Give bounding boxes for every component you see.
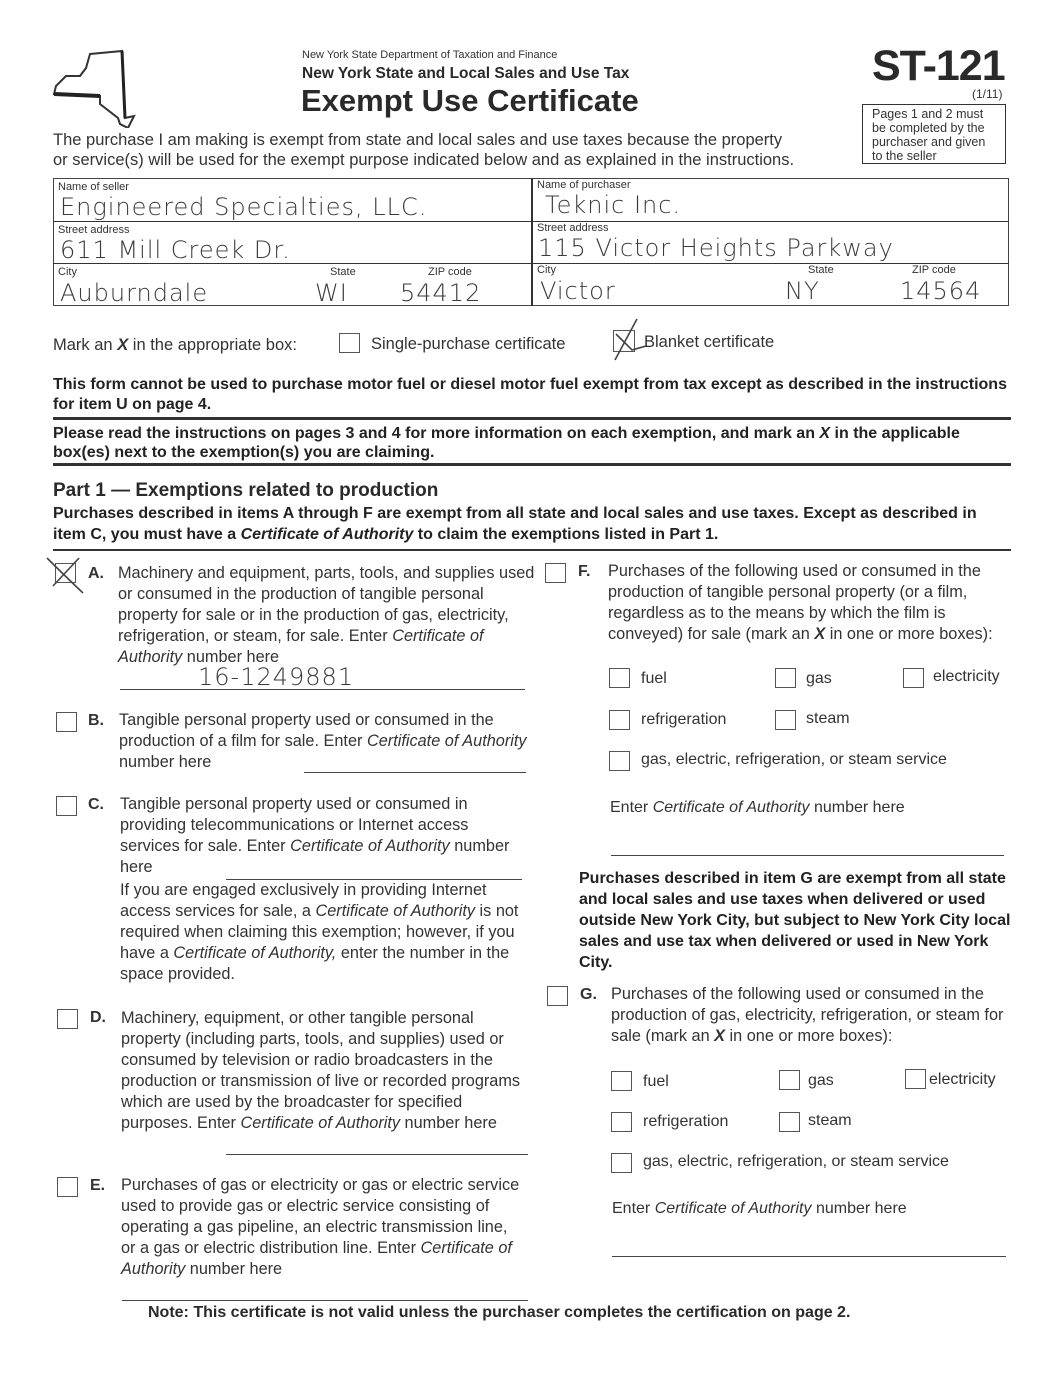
purchaser-name-field[interactable]: Teknic Inc. bbox=[545, 191, 682, 219]
item-g-fuel-label: fuel bbox=[643, 1073, 669, 1090]
item-f-refrigeration-checkbox[interactable] bbox=[609, 710, 630, 730]
motor-fuel-warning: This form cannot be used to purchase motor fuel or diesel motor fuel exempt from tax except as described in the instructions for item U on page 4. bbox=[53, 376, 1007, 413]
item-g-refrigeration-label: refrigeration bbox=[643, 1113, 729, 1130]
item-g-refrigeration-checkbox[interactable] bbox=[611, 1112, 632, 1132]
item-f-gas-label: gas bbox=[806, 670, 832, 687]
item-f-refrigeration-label: refrigeration bbox=[641, 711, 727, 728]
item-g-checkbox[interactable] bbox=[547, 986, 568, 1006]
item-f-electricity-label: electricity bbox=[933, 668, 1000, 685]
item-b-letter: B. bbox=[88, 712, 104, 729]
item-f-coa-prompt: Enter Certificate of Authority number here bbox=[610, 799, 905, 816]
item-e-letter: E. bbox=[90, 1177, 106, 1194]
item-f-gas-checkbox[interactable] bbox=[775, 668, 796, 688]
item-g-electricity-label: electricity bbox=[929, 1071, 996, 1088]
purchaser-street-label: Street address bbox=[537, 222, 609, 234]
single-purchase-checkbox[interactable] bbox=[339, 333, 360, 353]
form-revision: (1/11) bbox=[972, 87, 1003, 101]
item-g-steam-label: steam bbox=[808, 1112, 852, 1129]
item-f-checkbox[interactable] bbox=[545, 563, 566, 583]
item-g-gas-checkbox[interactable] bbox=[779, 1070, 800, 1090]
item-e-checkbox[interactable] bbox=[57, 1177, 78, 1197]
notice-box bbox=[862, 104, 1006, 164]
form-subtitle: New York State and Local Sales and Use Tax bbox=[302, 65, 630, 82]
certificate-type-prompt: Mark an X in the appropriate box: bbox=[53, 336, 297, 354]
item-d-text: Machinery, equipment, or other tangible personal property (including parts, tools, and supplies) used or consumed by television or radio broadcasters in the production or transmission of live or recorded programs which are used by the broadcaster for specified purposes. Enter Certificate of Authority number here bbox=[121, 1009, 521, 1132]
item-f-fuel-checkbox[interactable] bbox=[609, 668, 630, 688]
item-g-coa-prompt: Enter Certificate of Authority number here bbox=[612, 1200, 907, 1217]
purchaser-zip-label: ZIP code bbox=[912, 264, 956, 276]
blanket-certificate-label: Blanket certificate bbox=[644, 333, 775, 351]
item-f-service-label: gas, electric, refrigeration, or steam service bbox=[641, 751, 947, 768]
notice-line: purchaser and given bbox=[872, 135, 986, 149]
item-f-steam-label: steam bbox=[806, 710, 850, 727]
instructions-notice: Please read the instructions on pages 3 and 4 for more information on each exemption, and mark an X in the applicable box(es) next to the exemption(s) you are claiming. bbox=[53, 425, 960, 461]
item-b-text: Tangible personal property used or consumed in the production of a film for sale. Enter Certificate of Authority number here bbox=[119, 711, 527, 771]
item-e-coa-line[interactable] bbox=[122, 1300, 528, 1301]
purchaser-city-field[interactable]: Victor bbox=[540, 277, 616, 305]
item-g-intro: Purchases described in item G are exempt from all state and local sales and use taxes when delivered or used outside New York City, but subject to New York City local sales and use tax when delivered or used in New York City. bbox=[579, 870, 1011, 971]
item-a-text: Machinery and equipment, parts, tools, and supplies used or consumed in the production of tangible personal property for sale or in the production of gas, electricity, refrigeration, or steam, for sale. Enter Certificate of Authority number here bbox=[118, 564, 535, 666]
item-g-fuel-checkbox[interactable] bbox=[611, 1071, 632, 1091]
item-f-coa-line[interactable] bbox=[611, 855, 1004, 856]
item-f-letter: F. bbox=[578, 563, 591, 580]
item-b-coa-line[interactable] bbox=[304, 772, 526, 773]
purchaser-name-label: Name of purchaser bbox=[537, 179, 631, 191]
item-f-text: Purchases of the following used or consumed in the production of tangible personal property (or a film, regardless as to the means by which the film is conveyed) for sale (mark an X in one or more boxes): bbox=[608, 562, 993, 643]
item-g-text: Purchases of the following used or consumed in the production of gas, electricity, refrigeration, or steam for sale (mark an X in one or more boxes): bbox=[611, 985, 1004, 1045]
item-g-electricity-checkbox[interactable] bbox=[905, 1069, 926, 1089]
part-1-description: Purchases described in items A through F are exempt from all state and local sales and use taxes. Except as described in item C, you must have a Certificate of Authority to claim the exemptions listed in Part 1. bbox=[53, 505, 977, 543]
item-d-checkbox[interactable] bbox=[57, 1009, 78, 1029]
intro-text-line-1: The purchase I am making is exempt from state and local sales and use taxes because the property bbox=[53, 131, 783, 149]
seller-zip-label: ZIP code bbox=[428, 266, 472, 278]
seller-name-field[interactable]: Engineered Specialties, LLC. bbox=[60, 193, 428, 221]
department-name: New York State Department of Taxation and Finance bbox=[302, 49, 558, 61]
item-g-steam-checkbox[interactable] bbox=[779, 1112, 800, 1132]
purchaser-city-label: City bbox=[537, 264, 556, 276]
form-number: ST-121 bbox=[872, 42, 1005, 90]
item-f-electricity-checkbox[interactable] bbox=[903, 668, 924, 688]
item-f-service-checkbox[interactable] bbox=[609, 751, 630, 771]
seller-street-field[interactable]: 611 Mill Creek Dr. bbox=[60, 236, 291, 264]
item-c-checkbox[interactable] bbox=[56, 796, 77, 816]
item-d-coa-line[interactable] bbox=[226, 1154, 528, 1155]
notice-line: Pages 1 and 2 must bbox=[872, 107, 984, 121]
item-g-service-checkbox[interactable] bbox=[611, 1153, 632, 1173]
new-york-state-map-icon bbox=[40, 48, 150, 128]
seller-state-field[interactable]: WI bbox=[315, 279, 348, 307]
purchaser-state-label: State bbox=[808, 264, 834, 276]
item-g-letter: G. bbox=[580, 986, 597, 1003]
item-g-coa-line[interactable] bbox=[612, 1256, 1006, 1257]
item-c-letter: C. bbox=[88, 796, 104, 813]
item-c-note: If you are engaged exclusively in providing Internet access services for sale, a Certificate of Authority is not required when claiming this exemption; however, if you have a Certificate of Authority, enter the number in the space provided. bbox=[120, 881, 519, 983]
seller-street-label: Street address bbox=[58, 224, 130, 236]
item-f-steam-checkbox[interactable] bbox=[775, 710, 796, 730]
purchaser-zip-field[interactable]: 14564 bbox=[900, 277, 982, 305]
intro-text-line-2: or service(s) will be used for the exempt purpose indicated below and as explained in the instructions. bbox=[53, 151, 795, 169]
seller-name-label: Name of seller bbox=[58, 181, 129, 193]
item-f-fuel-label: fuel bbox=[641, 670, 667, 687]
item-a-letter: A. bbox=[88, 565, 104, 582]
handwritten-x-mark-icon bbox=[45, 556, 87, 596]
notice-line: to the seller bbox=[872, 149, 937, 163]
seller-zip-field[interactable]: 54412 bbox=[400, 279, 482, 307]
item-e-text: Purchases of gas or electricity or gas or electric service used to provide gas or electric service consisting of operating a gas pipeline, an electric transmission line, or a gas or electric distribution line. Enter Certificate of Authority number here bbox=[121, 1176, 520, 1278]
item-c-text: Tangible personal property used or consumed in providing telecommunications or Internet access services for sale. Enter Certificate of Authority number here bbox=[120, 795, 510, 876]
seller-state-label: State bbox=[330, 266, 356, 278]
seller-city-label: City bbox=[58, 266, 77, 278]
part-1-heading: Part 1 — Exemptions related to production bbox=[53, 480, 439, 501]
item-g-gas-label: gas bbox=[808, 1072, 834, 1089]
footer-note: Note: This certificate is not valid unless the purchaser completes the certification on page 2. bbox=[148, 1304, 851, 1321]
item-g-service-label: gas, electric, refrigeration, or steam service bbox=[643, 1153, 949, 1170]
item-d-letter: D. bbox=[90, 1009, 106, 1026]
single-purchase-label: Single-purchase certificate bbox=[371, 335, 566, 353]
item-b-checkbox[interactable] bbox=[56, 712, 77, 732]
notice-line: be completed by the bbox=[872, 121, 985, 135]
seller-city-field[interactable]: Auburndale bbox=[60, 279, 209, 307]
purchaser-street-field[interactable]: 115 Victor Heights Parkway bbox=[538, 234, 894, 262]
form-title: Exempt Use Certificate bbox=[301, 83, 639, 118]
item-a-coa-number-field[interactable]: 16-1249881 bbox=[198, 663, 355, 691]
purchaser-state-field[interactable]: NY bbox=[785, 277, 820, 305]
